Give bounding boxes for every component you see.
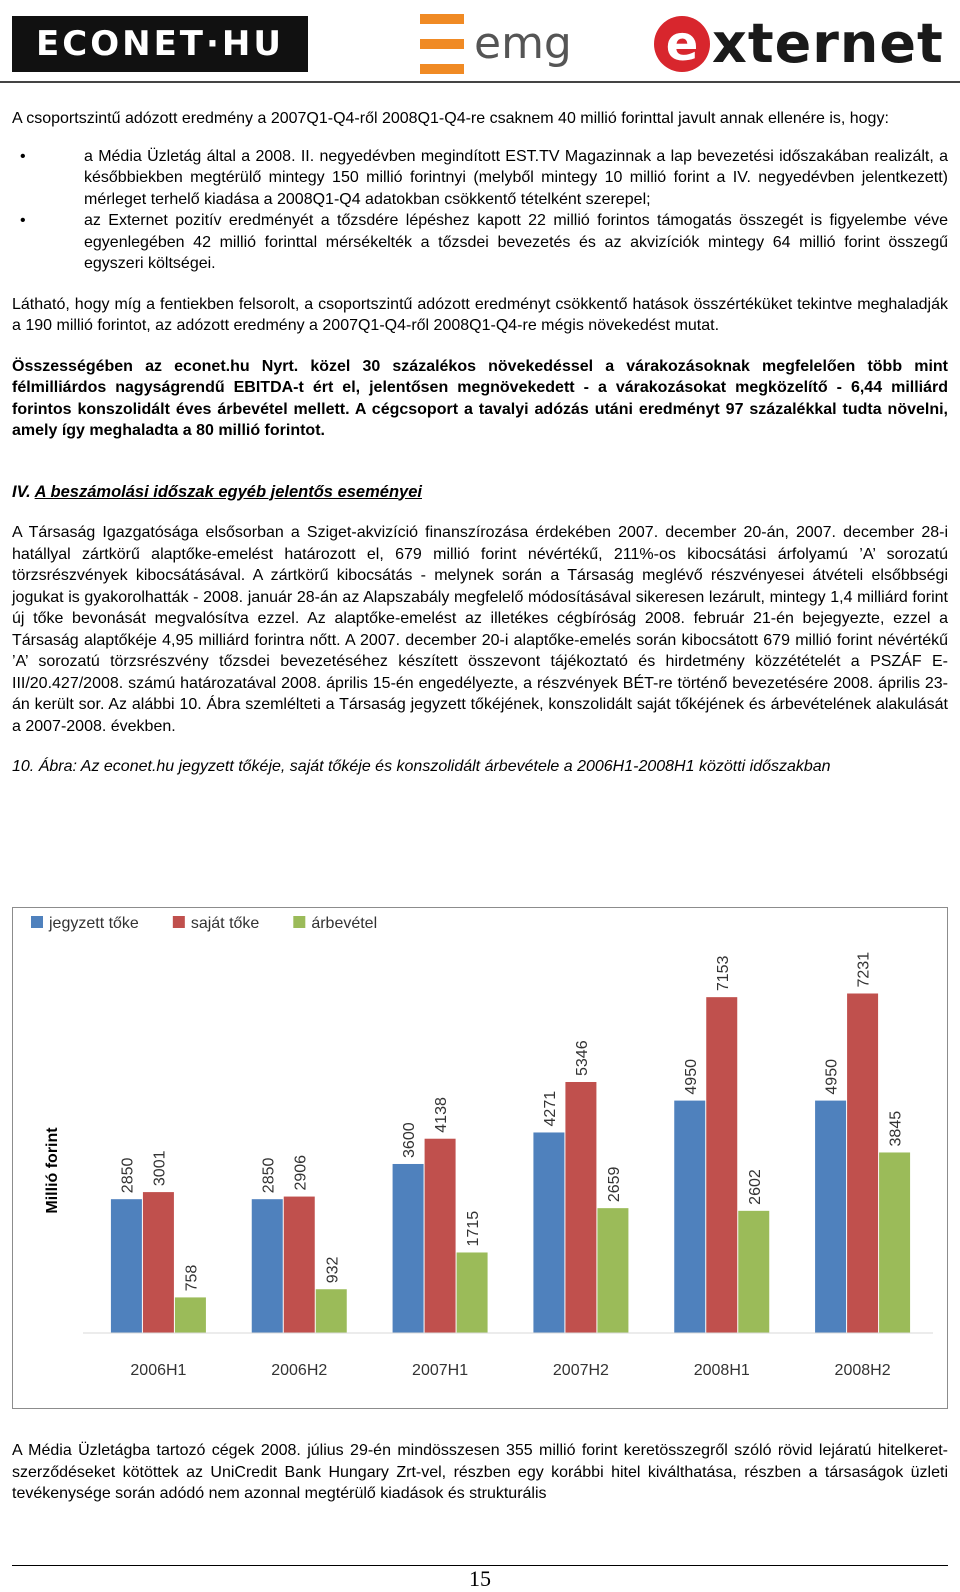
paragraph-intro: A csoportszintű adózott eredmény a 2007Q1-Q4-ről 2008Q1-Q4-re csaknem 40 millió forinttal javult annak ellenére is, hogy: (12, 110, 889, 127)
bar (111, 1199, 142, 1333)
bar-chart (12, 907, 948, 1409)
data-label: 3845 (887, 1110, 905, 1147)
data-label: 4271 (541, 1090, 559, 1127)
bar (393, 1164, 424, 1333)
data-label: 2602 (746, 1169, 764, 1205)
page-header (0, 0, 960, 82)
data-label: 5346 (573, 1040, 591, 1076)
econet-logo (12, 16, 308, 72)
data-label: 932 (324, 1256, 342, 1284)
bar (738, 1211, 769, 1333)
bar-chart-svg (13, 908, 947, 1408)
data-label: 4138 (433, 1097, 451, 1133)
paragraph-credit: A Média Üzletágba tartozó cégek 2008. július 29-én mindösszesen 355 millió forint keretösszegről szóló rövid lejáratú hitelkeret-szerződéseket kötöttek az UniCredit Bank Hungary Zrt-vel, részben egy korábbi hitel kiválthatása, részben a társaságok üzleti tevékenysége során adódó nem azonnal megtérülő kiadások és strukturális (12, 1442, 948, 1502)
document-body-continued (12, 1440, 948, 1505)
bar (597, 1208, 628, 1333)
legend-swatch (173, 916, 185, 928)
page-number: 15 (469, 1566, 491, 1591)
bar (284, 1197, 315, 1333)
bar (533, 1132, 564, 1333)
header-divider (0, 81, 960, 83)
data-label: 3001 (151, 1150, 169, 1187)
legend-label: saját tőke (190, 915, 260, 932)
x-tick-label: 2006H1 (130, 1362, 187, 1379)
data-label: 1715 (465, 1210, 483, 1247)
data-label: 4950 (682, 1058, 700, 1095)
emg-bars-icon (420, 14, 464, 74)
section-heading (12, 482, 948, 504)
x-tick-label: 2007H1 (412, 1362, 469, 1379)
data-label: 2906 (292, 1154, 310, 1191)
x-tick-label: 2008H2 (834, 1362, 891, 1379)
legend-label: jegyzett tőke (49, 915, 139, 932)
bar (175, 1297, 206, 1333)
paragraph-summary: Látható, hogy míg a fentiekben felsorolt, a csoportszintű adózott eredményt csökkentő hatások összértéküket tekintve meghaladják a 190 millió forintot, az adózott eredmény a 2007Q1-Q4-ről 2008Q1-Q4-re mégis növekedést mutat. (12, 295, 948, 334)
paragraph-events: A Társaság Igazgatósága elsősorban a Sziget-akvizíció finanszírozása érdekében 2007. december 20-án, 2007. december 28-i hatállyal zártkörű alaptőke-emelést határozott el, 679 millió forint névértékű, 211%-os kibocsátási árfolyamú ’A’ sorozatú törzsrészvények kibocsátásával. A zártkörű kibocsátás - melynek során a Társaság meglévő részvényesei átvételi elsőbbségi jogukat is gyakorolhatták - 2008. január 28-án az Alapszabály megfelelő módosításával sikeresen lezárult, mintegy 1,4 milliárd forint új tőke bevonását megvalósítva ezzel. Az alaptőke-emelést az illetékes cégbíróság 2008. február 21-én bejegyezte, ezzel a Társaság alaptőkéje 4,95 milliárd forintra nőtt. A 2007. december 20-i alaptőke-emelés során kibocsátott 679 millió forint névértékű ’A’ sorozatú törzsrészvény tőzsdei bevezetéséhez készített összevont tájékoztató és hirdetmény közzétételét a PSZÁF E-III/20.427/2008. számú határozatával 2008. április 15-én engedélyezte, a részvények BÉT-re történő bevezetésére 2008. április 23-án került sor. Az alábbi 10. Ábra szemlélteti a Társaság jegyzett tőkéjének, konszolidált saját tőkéjének és árbevételének alakulását a 2007-2008. években. (12, 524, 948, 735)
list-item: • a Média Üzletág által a 2008. II. negyedévben megindított EST.TV Magazinnak a lap bevezetési időszakában realizált, a későbbiekben megtérülő mintegy 150 millió forintnyi (melyből mintegy 10 millió forint a IV. negyedévben jelentkezett) mérleget terhelő kiadása a 2008Q1-Q4 adatokban csökkentő tételként szerepel; (12, 146, 948, 211)
data-label: 3600 (401, 1122, 419, 1158)
data-label: 2850 (260, 1157, 278, 1194)
emg-logo (420, 14, 590, 74)
bar (847, 993, 878, 1333)
section-number: IV. (12, 482, 31, 501)
bar (143, 1192, 174, 1333)
bar (457, 1252, 488, 1333)
bar (706, 997, 737, 1333)
externet-logo-text: xternet (712, 12, 944, 75)
y-axis-label: Millió forint (44, 1127, 61, 1214)
data-label: 2850 (119, 1157, 137, 1194)
emg-logo-text: emg (474, 18, 572, 69)
bar (879, 1152, 910, 1333)
legend-label: árbevétel (311, 915, 378, 932)
data-label: 7153 (714, 955, 732, 992)
section-title: A beszámolási időszak egyéb jelentős eseményei (34, 482, 422, 501)
bar (425, 1139, 456, 1333)
data-label: 4950 (823, 1058, 841, 1095)
bar (565, 1082, 596, 1333)
bar (674, 1101, 705, 1333)
legend-swatch (293, 916, 305, 928)
x-tick-label: 2008H1 (693, 1362, 750, 1379)
data-label: 758 (183, 1264, 201, 1292)
econet-logo-text: ECONET·HU (36, 24, 284, 64)
document-body (12, 108, 948, 778)
figure-caption: 10. Ábra: Az econet.hu jegyzett tőkéje, saját tőkéje és konszolidált árbevétele a 2006H1-2008H1 közötti időszakban (12, 758, 831, 775)
data-label: 2659 (605, 1166, 623, 1203)
paragraph-highlight: Összességében az econet.hu Nyrt. közel 30 százalékos növekedéssel a várakozásoknak megfelelően több mint félmilliárdos nagyságrendű EBITDA-t ért el, jelentősen megnövekedett - a várakozásokat megközelítő - 6,44 milliárd forintos konszolidált éves árbevétel mellett. A cégcsoport a tavalyi adózás utáni eredményt 97 százalékkal tudta növelni, amely így meghaladta a 80 millió forintot. (12, 357, 948, 439)
list-item: • az Externet pozitív eredményét a tőzsdére lépéshez kapott 22 millió forintos támogatás összegét is figyelembe véve egyenlegében 42 millió forinttal mérsékelték a tőzsdei bevezetés és az akvizíciók mintegy 64 millió forint összegű egyszeri költségei. (12, 210, 948, 275)
bar (316, 1289, 347, 1333)
x-tick-label: 2006H2 (271, 1362, 328, 1379)
x-tick-label: 2007H2 (552, 1362, 609, 1379)
legend-swatch (31, 916, 43, 928)
bar (815, 1101, 846, 1333)
bar (252, 1199, 283, 1333)
externet-e-icon: e (654, 16, 710, 72)
bullet-list (12, 146, 948, 275)
externet-logo (654, 12, 944, 74)
data-label: 7231 (855, 951, 873, 988)
